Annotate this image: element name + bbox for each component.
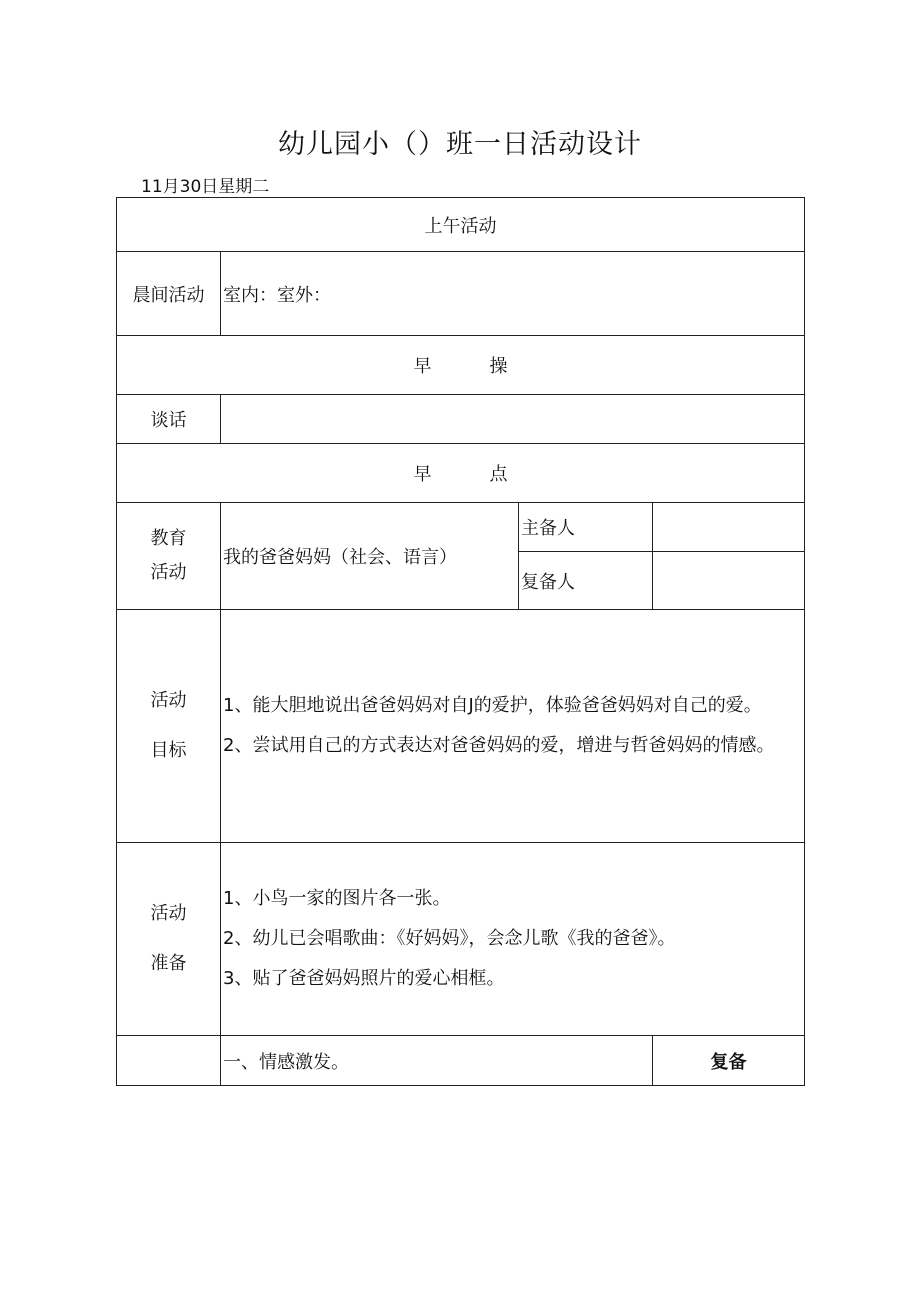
snack-char-1: 早 [413, 464, 432, 485]
talk-label: 谈话 [117, 395, 221, 444]
goals-label-line2: 目标 [150, 740, 187, 761]
education-activity-label [117, 503, 221, 610]
re-prep-label: 复备人 [519, 552, 653, 610]
goals-label-line1: 活动 [150, 690, 187, 711]
morning-snack-row [117, 444, 805, 503]
date-line: 11月30日星期二 [141, 177, 270, 197]
preparation-label-line2: 准备 [150, 953, 187, 974]
re-prep-heading: 复备 [653, 1036, 805, 1086]
preparation-item-2: 2、幼儿已会唱歌曲：《好妈妈》，会念儿歌《我的爸爸》。 [223, 928, 676, 949]
preparation-content [221, 843, 805, 1036]
snack-char-2: 点 [489, 464, 508, 485]
education-label-line2: 活动 [150, 562, 187, 583]
morning-activities-header: 上午活动 [117, 198, 805, 252]
goal-item-1: 1、能大胆地说出爸爸妈妈对自J的爱护，体验爸爸妈妈对自己的爱。 [223, 695, 762, 716]
preparation-label [117, 843, 221, 1036]
goals-label [117, 610, 221, 843]
talk-value [221, 395, 805, 444]
activity-plan-table [116, 197, 805, 1086]
main-prep-value [653, 503, 805, 552]
re-prep-value [653, 552, 805, 610]
preparation-item-1: 1、小鸟一家的图片各一张。 [223, 888, 451, 909]
exercise-char-2: 操 [489, 356, 508, 377]
morning-exercise-row [117, 336, 805, 395]
morning-activity-value: 室内：室外： [221, 252, 805, 336]
exercise-char-1: 早 [413, 356, 432, 377]
preparation-item-3: 3、贴了爸爸妈妈照片的爱心相框。 [223, 968, 505, 989]
process-label [117, 1036, 221, 1086]
morning-activity-label: 晨间活动 [117, 252, 221, 336]
goal-item-2: 2、尝试用自己的方式表达对爸爸妈妈的爱，增进与哲爸妈妈的情感。 [223, 735, 775, 756]
main-prep-label: 主备人 [519, 503, 653, 552]
education-label-line1: 教育 [150, 528, 187, 549]
document-title: 幼儿园小（）班一日活动设计 [278, 129, 642, 160]
goals-content [221, 610, 805, 843]
process-first-step: 一、情感激发。 [221, 1036, 653, 1086]
education-topic: 我的爸爸妈妈（社会、语言） [221, 503, 519, 610]
preparation-label-line1: 活动 [150, 903, 187, 924]
